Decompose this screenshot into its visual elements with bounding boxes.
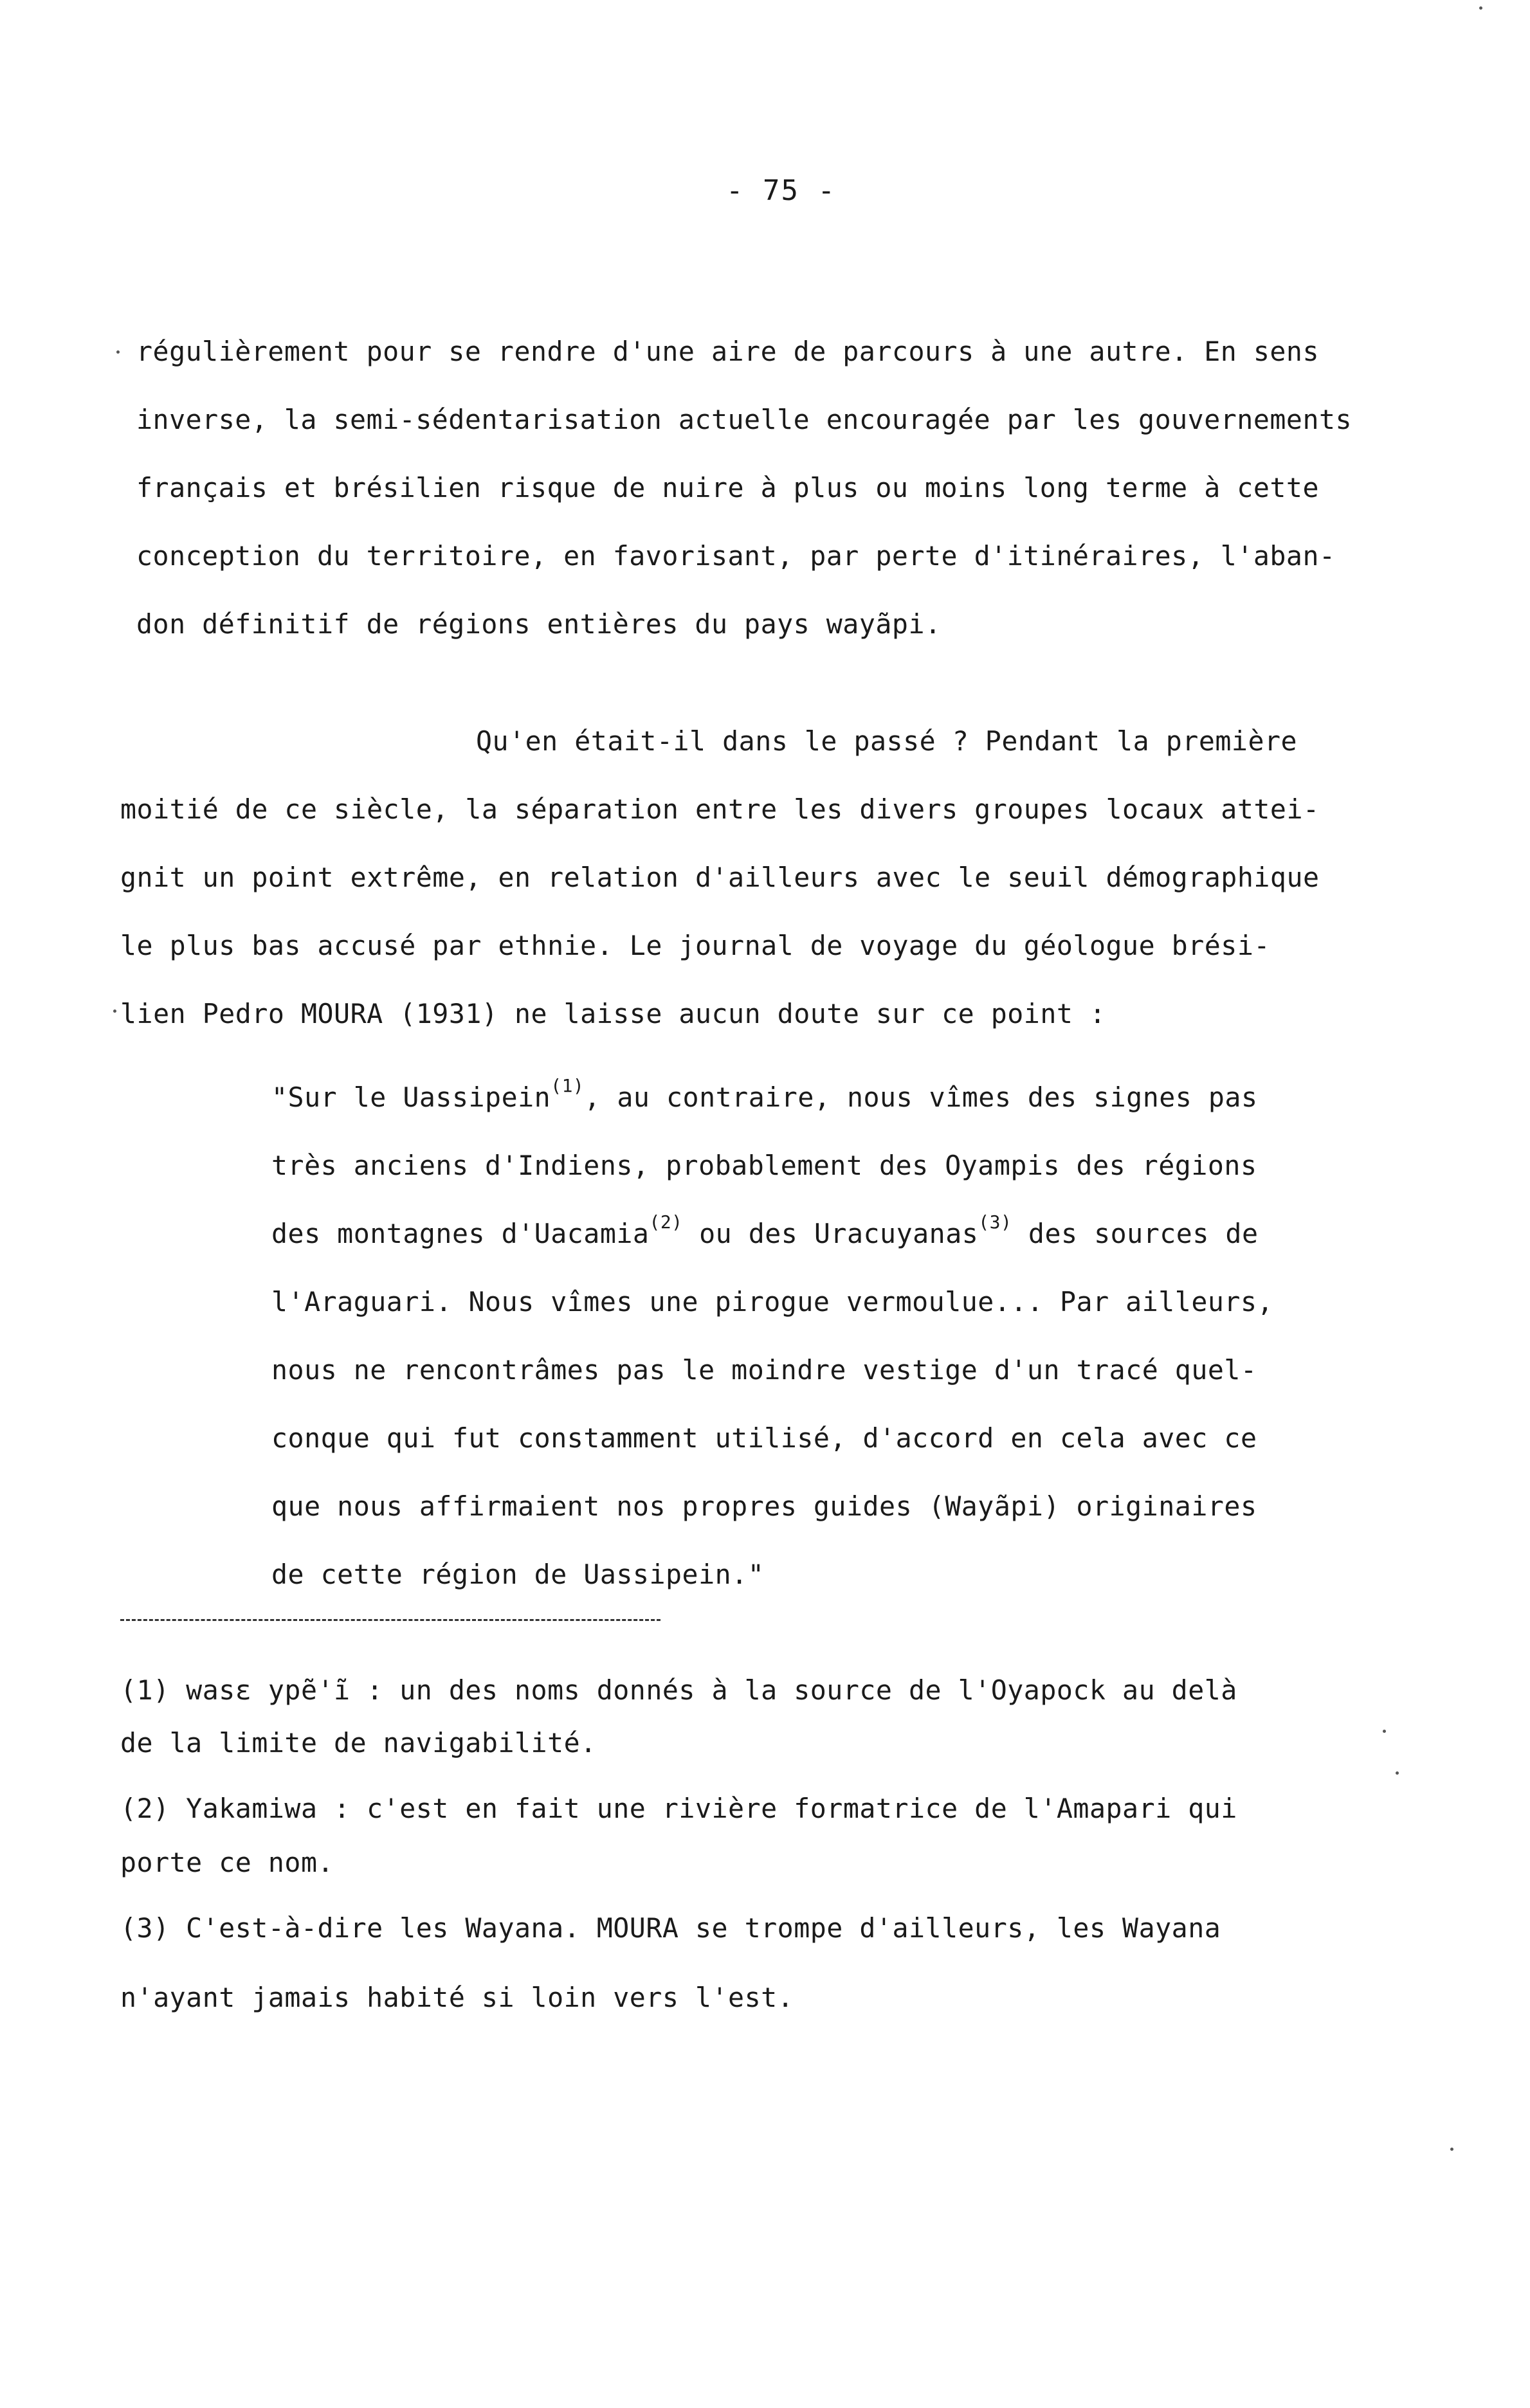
text-line: inverse, la semi-sédentarisation actuelle encouragée par les gouvernements [136, 404, 1352, 435]
scan-speck [1479, 6, 1482, 10]
quote-line: que nous affirmaient nos propres guides (Wayãpi) originaires [271, 1490, 1257, 1522]
footnote-line: (2) Yakamiwa : c'est en fait une rivière formatrice de l'Amapari qui [120, 1793, 1237, 1824]
text-line: moitié de ce siècle, la séparation entre les divers groupes locaux attei- [120, 793, 1320, 825]
footnote-ref-3: (3) [978, 1211, 1012, 1233]
quote-text: des sources de [1012, 1218, 1259, 1249]
quote-line [271, 1075, 1258, 1114]
quote-text: des montagnes d'Uacamia [271, 1218, 650, 1249]
scan-speck [116, 350, 120, 354]
footnote-separator [120, 1619, 660, 1621]
footnote-ref-2: (2) [649, 1211, 683, 1233]
page-number: - 75 - [726, 174, 836, 207]
footnote-ref-1: (1) [551, 1075, 585, 1097]
text-line: français et brésilien risque de nuire à plus ou moins long terme à cette [136, 472, 1319, 503]
quote-text: ou des Uracuyanas [682, 1218, 979, 1249]
footnote-line: (1) wasɛ ypẽ'ĩ : un des noms donnés à la source de l'Oyapock au delà [120, 1674, 1237, 1706]
text-line: régulièrement pour se rendre d'une aire de parcours à une autre. En sens [136, 336, 1319, 367]
quote-line: de cette région de Uassipein." [271, 1559, 765, 1590]
scan-speck [1396, 1771, 1399, 1775]
quote-line: conque qui fut constamment utilisé, d'accord en cela avec ce [271, 1422, 1257, 1454]
scan-speck [1383, 1730, 1386, 1733]
quote-line: l'Araguari. Nous vîmes une pirogue vermoulue... Par ailleurs, [271, 1286, 1274, 1317]
footnote-line: (3) C'est-à-dire les Wayana. MOURA se trompe d'ailleurs, les Wayana [120, 1912, 1221, 1944]
quote-text: "Sur le Uassipein [271, 1082, 551, 1113]
footnote-line: porte ce nom. [120, 1847, 334, 1878]
text-line: le plus bas accusé par ethnie. Le journal de voyage du géologue brési- [120, 930, 1270, 961]
text-line: Qu'en était-il dans le passé ? Pendant la première [476, 725, 1298, 757]
scan-speck [1450, 2148, 1453, 2151]
text-line: don définitif de régions entières du pays wayãpi. [136, 608, 942, 640]
quote-line: très anciens d'Indiens, probablement des Oyampis des régions [271, 1150, 1257, 1181]
quote-text: , au contraire, nous vîmes des signes pas [584, 1082, 1258, 1113]
quote-line: nous ne rencontrâmes pas le moindre vestige d'un tracé quel- [271, 1354, 1257, 1386]
text-line: lien Pedro MOURA (1931) ne laisse aucun doute sur ce point : [120, 998, 1106, 1029]
text-line: conception du territoire, en favorisant, par perte d'itinéraires, l'aban- [136, 540, 1336, 572]
footnote-line: n'ayant jamais habité si loin vers l'est. [120, 1982, 794, 2013]
scan-speck [113, 1009, 116, 1013]
quote-line [271, 1211, 1259, 1250]
text-line: gnit un point extrême, en relation d'ailleurs avec le seuil démographique [120, 862, 1320, 893]
footnote-line: de la limite de navigabilité. [120, 1727, 597, 1759]
